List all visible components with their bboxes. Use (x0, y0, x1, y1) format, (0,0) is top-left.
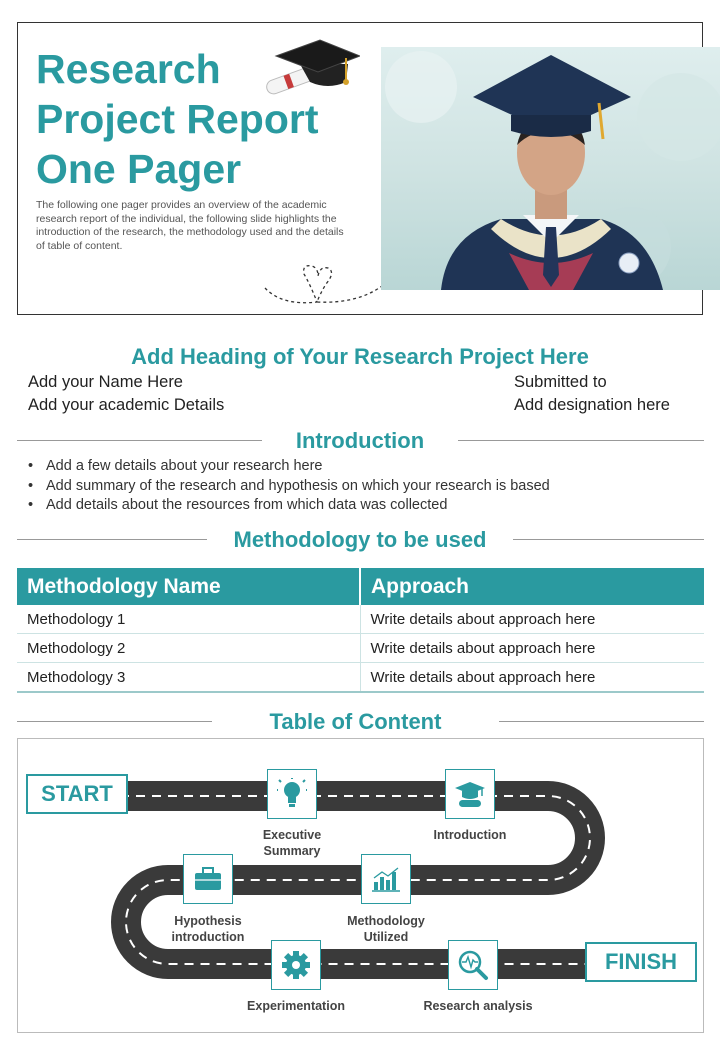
author-name: Add your Name Here (28, 373, 183, 391)
toc-step-executive-summary (267, 769, 317, 819)
column-header: Approach (360, 568, 704, 605)
toc-step-label: Methodology Utilized (347, 914, 425, 944)
hero-description: The following one pager provides an overview of the academic research report of the individual, the following slide highlights the introduction of the research, the methodology used and the details of table of content. (36, 199, 344, 252)
introduction-title: Introduction (295, 428, 425, 453)
list-item: • Add a few details about your research here (28, 457, 550, 477)
designation: Add designation here (514, 396, 670, 414)
toc-step-methodology (361, 854, 411, 904)
briefcase-icon (193, 866, 223, 892)
methodology-title: Methodology to be used (233, 527, 487, 552)
academic-details: Add your academic Details (28, 396, 225, 414)
toc-step-label: Executive Summary (262, 828, 322, 858)
toc-step-label: Introduction (433, 828, 507, 842)
toc-step-experimentation (271, 940, 321, 990)
gear-icon (281, 950, 311, 980)
toc-step-label: Hypothesis introduction (171, 914, 245, 944)
graduation-cap-icon (453, 779, 487, 809)
toc-step-hypothesis (183, 854, 233, 904)
toc-step-label: Research analysis (423, 999, 533, 1013)
table-cell: Write details about approach here (360, 663, 704, 693)
finish-label: FINISH (585, 942, 697, 982)
table-cell: Methodology 1 (17, 605, 360, 634)
table-cell: Methodology 3 (17, 663, 360, 693)
list-item: • Add details about the resources from which data was collected (28, 496, 550, 516)
toc-title: Table of Content (269, 709, 442, 734)
list-item: • Add summary of the research and hypothesis on which your research is based (28, 477, 550, 497)
bar-chart-icon (370, 865, 402, 893)
column-header: Methodology Name (17, 568, 360, 605)
lightbulb-icon (277, 778, 307, 810)
table-cell: Methodology 2 (17, 634, 360, 663)
magnifier-icon (457, 949, 489, 981)
start-label: START (26, 774, 128, 814)
table-cell: Write details about approach here (360, 634, 704, 663)
submitted-to-label: Submitted to (514, 373, 607, 391)
toc-step-research-analysis (448, 940, 498, 990)
toc-step-label: Experimentation (247, 999, 345, 1013)
project-heading: Add Heading of Your Research Project Here (131, 344, 589, 369)
toc-step-introduction (445, 769, 495, 819)
page-title: Research Project Report One Pager (36, 46, 319, 192)
table-cell: Write details about approach here (360, 605, 704, 634)
